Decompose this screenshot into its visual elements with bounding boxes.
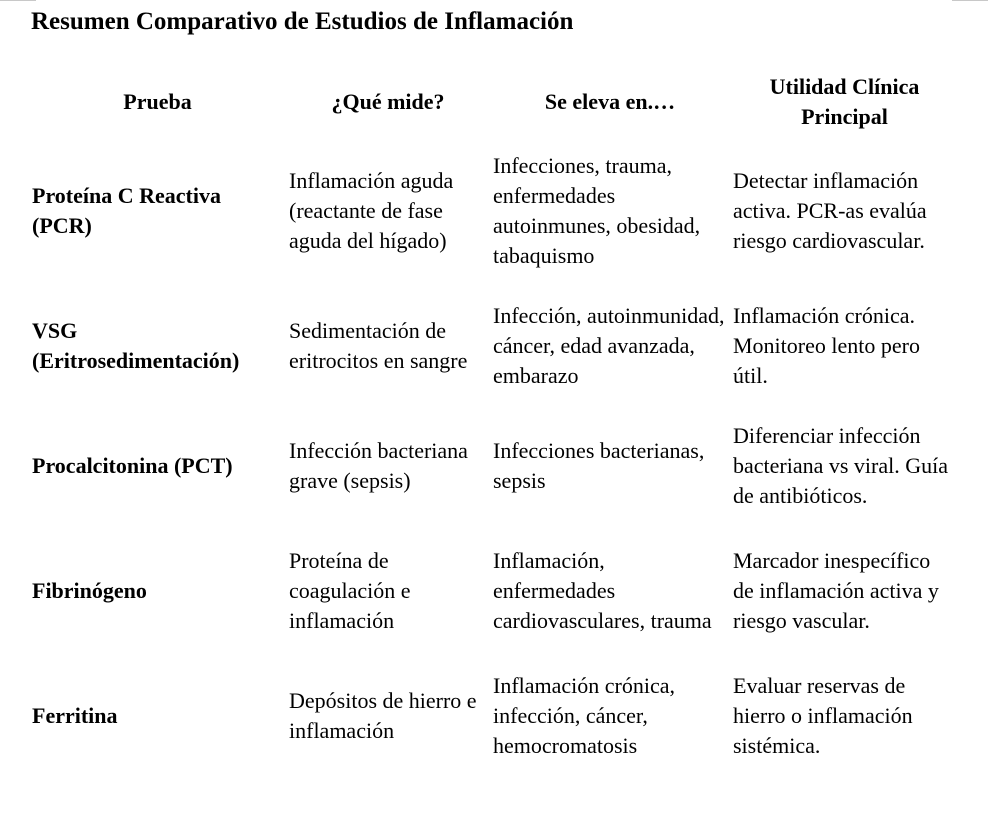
comparison-table (29, 70, 959, 776)
table-row (29, 656, 959, 776)
elevated-in-cell: Infección, autoinmunidad, cáncer, edad avanzada, embarazo (493, 303, 725, 388)
test-name-cell: Proteína C Reactiva (PCR) (32, 183, 221, 238)
top-right-divider (952, 0, 988, 1)
utility-cell: Detectar inflamación activa. PCR-as evalúa riesgo cardiovascular. (733, 168, 927, 253)
test-name-cell: Fibrinógeno (32, 578, 147, 603)
utility-cell: Diferenciar infección bacteriana vs viral. Guía de antibióticos. (733, 423, 949, 508)
measures-cell: Infección bacteriana grave (sepsis) (289, 438, 468, 493)
top-left-divider (0, 0, 36, 1)
test-name-cell: VSG (Eritrosedimentación) (32, 318, 240, 373)
header-test: Prueba (123, 89, 192, 114)
header-measures: ¿Qué mide? (331, 89, 445, 114)
page-title: Resumen Comparativo de Estudios de Inflamación (31, 8, 574, 35)
table-header-row (29, 70, 959, 136)
table-row (29, 406, 959, 526)
test-name-cell: Ferritina (32, 703, 118, 728)
elevated-in-cell: Inflamación crónica, infección, cáncer, hemocromatosis (493, 673, 676, 758)
measures-cell: Proteína de coagulación e inflamación (289, 548, 411, 633)
elevated-in-cell: Inflamación, enfermedades cardiovasculares, trauma (493, 548, 712, 633)
measures-cell: Inflamación aguda (reactante de fase aguda del hígado) (289, 168, 454, 253)
utility-cell: Evaluar reservas de hierro o inflamación sistémica. (733, 673, 913, 758)
table-row (29, 526, 959, 656)
measures-cell: Depósitos de hierro e inflamación (289, 688, 477, 743)
header-clinical-utility: Utilidad Clínica Principal (769, 74, 920, 129)
utility-cell: Inflamación crónica. Monitoreo lento pero útil. (733, 303, 920, 388)
table-row (29, 286, 959, 406)
table-row (29, 136, 959, 286)
elevated-in-cell: Infecciones, trauma, enfermedades autoinmunes, obesidad, tabaquismo (493, 153, 701, 268)
test-name-cell: Procalcitonina (PCT) (32, 453, 233, 478)
elevated-in-cell: Infecciones bacterianas, sepsis (493, 438, 705, 493)
utility-cell: Marcador inespecífico de inflamación activa y riesgo vascular. (733, 548, 939, 633)
measures-cell: Sedimentación de eritrocitos en sangre (289, 318, 468, 373)
header-elevated-in: Se eleva en.… (544, 89, 676, 114)
